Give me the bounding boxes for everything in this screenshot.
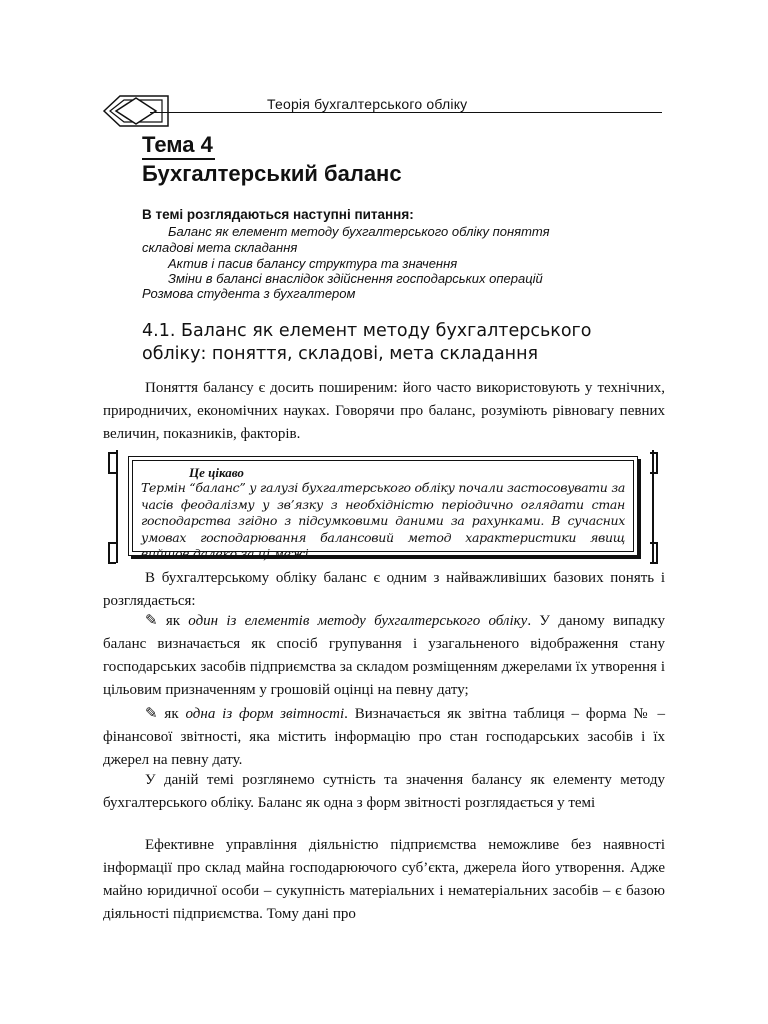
section-heading-line: обліку: поняття, складові, мета складання bbox=[142, 344, 539, 364]
section-heading bbox=[142, 320, 642, 366]
bracket-ornament bbox=[108, 452, 116, 474]
question-item: Актив і пасив балансу структура та значення bbox=[168, 256, 458, 271]
pencil-icon: ✎ bbox=[145, 706, 158, 722]
paragraph: В бухгалтерському обліку баланс є одним з найважливіших базових понять і розглядається: bbox=[103, 570, 665, 609]
question-item: складові мета складання bbox=[142, 240, 298, 255]
paragraph-emphasis: один із елементів методу бухгалтерського обліку bbox=[188, 613, 528, 629]
bracket-ornament bbox=[108, 542, 116, 564]
paragraph-emphasis: одна із форм звітності bbox=[185, 706, 345, 722]
paragraph-text: . Визначається як звітна таблиця – форма № – фінансової звітності, яка містить інформацію про стан господарських засобів і їх джерел на певну дату. bbox=[103, 706, 666, 768]
pencil-icon: ✎ bbox=[145, 613, 158, 629]
running-title: Теорія бухгалтерського обліку bbox=[267, 96, 468, 112]
paragraph-text: як bbox=[157, 613, 189, 629]
topic-title: Бухгалтерський баланс bbox=[142, 161, 402, 186]
topic-number: Тема 4 bbox=[142, 132, 215, 160]
section-heading-line: 4.1. Баланс як елемент методу бухгалтерського bbox=[142, 321, 592, 341]
callout-box bbox=[128, 456, 638, 561]
diamond-ornament-icon bbox=[102, 94, 170, 128]
question-item: Розмова студента з бухгалтером bbox=[142, 286, 356, 301]
bullet-paragraph bbox=[103, 703, 665, 772]
callout-text: Термін “баланс” у галузі бухгалтерського обліку почали застосовувати за часів феодалізму у зв’язку з необхідністю періодично оглядати стан господарства згідно з підсумковими даними за рахунками. В сучасних умовах господарювання балансовий метод характеристики явищ вийшов далеко за ці межі bbox=[141, 480, 625, 561]
question-item: Зміни в балансі внаслідок здійснення господарських операцій bbox=[168, 271, 543, 286]
paragraph: У даній темі розглянемо сутність та значення балансу як елементу методу бухгалтерського обліку. Баланс як одна з форм звітності розглядається у темі bbox=[103, 772, 665, 811]
question-item: Баланс як елемент методу бухгалтерського обліку поняття bbox=[168, 224, 550, 239]
header-rule bbox=[150, 112, 662, 113]
paragraph-text: як bbox=[157, 706, 186, 722]
paragraph: Ефективне управління діяльністю підприємства неможливе без наявності інформації про склад майна господарюючого суб’єкта, джерела його утворення. Адже майно юридичної особи – сукупність матеріальних і нематеріальних засобів – є базою діяльності підприємства. Тому дані про bbox=[103, 837, 665, 922]
paragraph: Поняття балансу є досить поширеним: його часто використовують у технічних, природничих, економічних науках. Говорячи про баланс, розуміють рівновагу певних величин, показників, факторів. bbox=[103, 380, 665, 442]
bullet-paragraph bbox=[103, 610, 665, 702]
callout-frame bbox=[108, 450, 658, 563]
paragraph-text: . У даному випадку баланс визначається як спосіб групування і узагальненого відображення стану господарських засобів підприємства за складом розміщенням джерелами їх утворення і цільовим призначенням у грошовій оцінці на певну дату; bbox=[103, 613, 666, 698]
questions-intro: В темі розглядаються наступні питання: bbox=[142, 207, 414, 222]
callout-title: Це цікаво bbox=[189, 465, 244, 480]
